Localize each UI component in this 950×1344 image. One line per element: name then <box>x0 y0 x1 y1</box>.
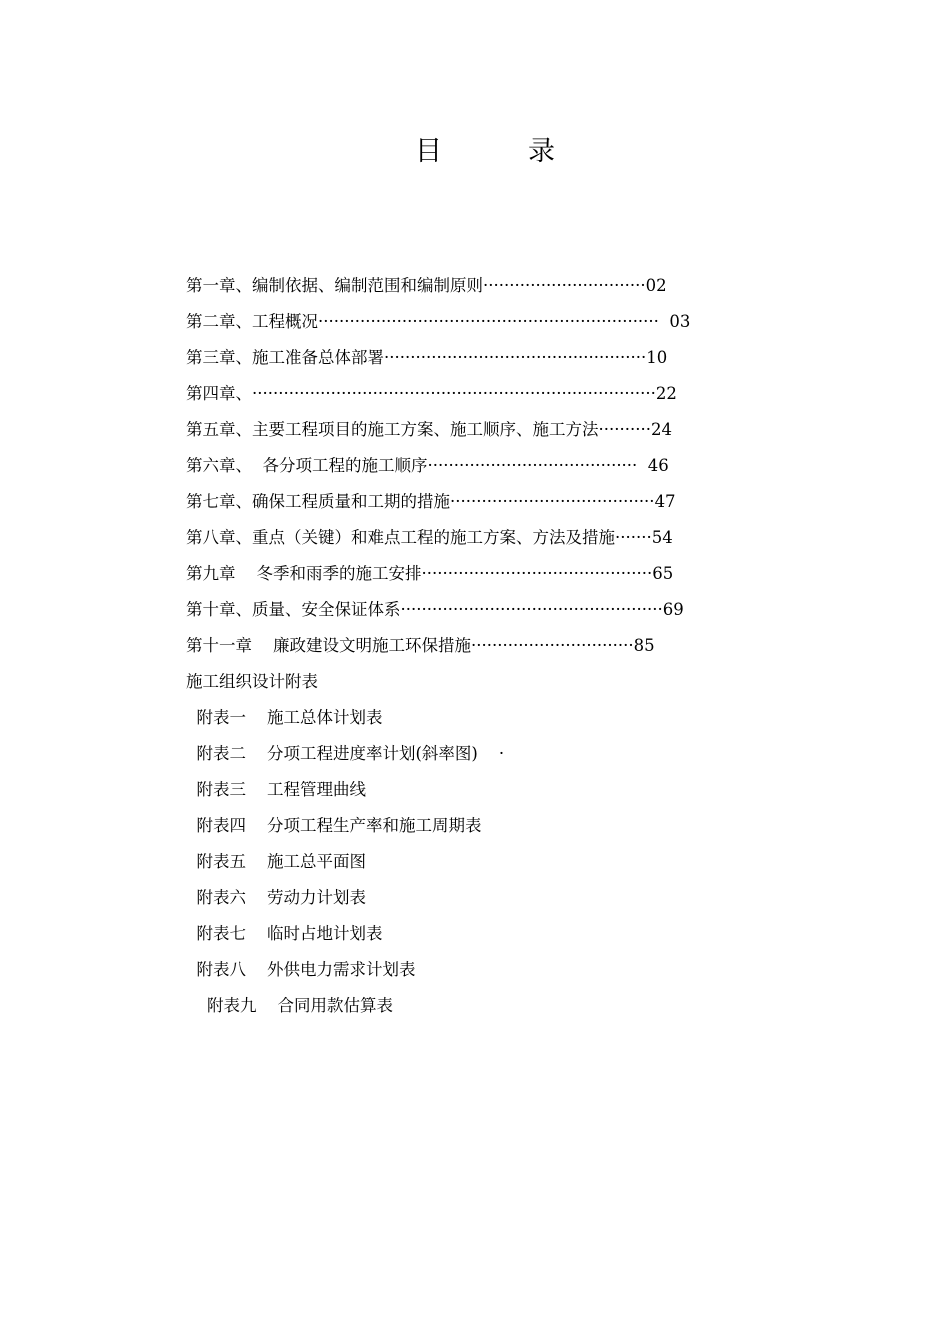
toc-entry-6[interactable] <box>186 448 776 484</box>
toc-entry-label: 第九章 冬季和雨季的施工安排 <box>186 564 422 583</box>
appendix-indent <box>186 852 197 871</box>
appendix-indent <box>186 816 197 835</box>
toc-leader-dots: ············································································· <box>252 384 656 403</box>
toc-entry-11[interactable] <box>186 628 776 664</box>
toc-leader-dots: ·········· <box>598 420 651 439</box>
toc-entry-label: 第七章、确保工程质量和工期的措施 <box>186 492 450 511</box>
toc-page-number: 54 <box>651 528 673 547</box>
toc-entry-label: 第十一章 廉政建设文明施工环保措施 <box>186 636 471 655</box>
appendix-indent <box>186 996 207 1015</box>
appendix-item-7[interactable] <box>186 916 776 952</box>
appendix-label: 附表六 劳动力计划表 <box>196 888 366 907</box>
appendix-heading: 施工组织设计附表 <box>186 672 318 691</box>
appendix-item-4[interactable] <box>186 808 776 844</box>
page-title <box>0 132 950 172</box>
toc-entry-1[interactable] <box>186 268 776 304</box>
toc-entry-label: 第十章、质量、安全保证体系 <box>186 600 401 619</box>
toc-entry-label: 第八章、重点（关键）和难点工程的施工方案、方法及措施 <box>186 528 615 547</box>
toc-page-number: 22 <box>655 384 677 403</box>
toc-entry-7[interactable] <box>186 484 776 520</box>
toc-entry-9[interactable] <box>186 556 776 592</box>
appendix-label: 附表一 施工总体计划表 <box>196 708 383 727</box>
toc-entry-8[interactable] <box>186 520 776 556</box>
toc-entry-3[interactable] <box>186 340 776 376</box>
toc-entry-label: 第六章、 各分项工程的施工顺序 <box>186 456 428 475</box>
toc-leader-dots: ········································ <box>427 456 638 475</box>
toc-page-number: 69 <box>662 600 684 619</box>
toc-entry-2[interactable] <box>186 304 776 340</box>
appendix-label: 附表九 合同用款估算表 <box>206 996 393 1015</box>
toc-page-number: 10 <box>646 348 668 367</box>
toc-entry-4[interactable] <box>186 376 776 412</box>
appendix-item-5[interactable] <box>186 844 776 880</box>
toc-entry-label: 第四章、 <box>186 384 252 403</box>
toc-leader-dots: ······························· <box>483 276 646 295</box>
appendix-label: 附表五 施工总平面图 <box>196 852 366 871</box>
appendix-indent <box>186 888 197 907</box>
appendix-indent <box>186 780 197 799</box>
title-char-1: 目 <box>415 136 442 167</box>
appendix-label: 附表八 外供电力需求计划表 <box>196 960 416 979</box>
appendix-label: 附表三 工程管理曲线 <box>196 780 366 799</box>
appendix-item-6[interactable] <box>186 880 776 916</box>
toc-entry-5[interactable] <box>186 412 776 448</box>
toc-page-number: 65 <box>652 564 674 583</box>
appendix-item-1[interactable] <box>186 700 776 736</box>
toc-leader-dots: ······································· <box>450 492 655 511</box>
toc-page-number: 24 <box>650 420 672 439</box>
appendix-indent <box>186 924 197 943</box>
toc-page-number: 46 <box>637 456 669 475</box>
toc-leader-dots: ·················································· <box>400 600 663 619</box>
appendix-item-9[interactable] <box>186 988 776 1024</box>
appendix-indent <box>186 744 197 763</box>
toc-page-number: 03 <box>658 312 691 331</box>
toc-leader-dots: ······························· <box>470 636 634 655</box>
toc-page-number: 02 <box>645 276 667 295</box>
table-of-contents <box>186 268 776 1024</box>
appendix-indent <box>186 960 197 979</box>
toc-leader-dots: ································································· <box>318 312 659 331</box>
appendix-item-3[interactable] <box>186 772 776 808</box>
title-char-2: 录 <box>528 136 555 167</box>
toc-entry-label: 第一章、编制依据、编制范围和编制原则 <box>186 276 483 295</box>
toc-entry-label: 第三章、施工准备总体部署 <box>186 348 384 367</box>
toc-leader-dots: ············································ <box>421 564 653 583</box>
appendix-label: 附表四 分项工程生产率和施工周期表 <box>196 816 482 835</box>
toc-entry-label: 第二章、工程概况 <box>186 312 318 331</box>
toc-page-number: 47 <box>654 492 676 511</box>
appendix-item-2[interactable] <box>186 736 776 772</box>
toc-entry-10[interactable] <box>186 592 776 628</box>
toc-leader-dots: ·················································· <box>384 348 647 367</box>
appendix-indent <box>186 708 197 727</box>
toc-page-number: 85 <box>633 636 655 655</box>
appendix-label: 附表二 分项工程进度率计划(斜率图) · <box>196 744 505 763</box>
appendix-label: 附表七 临时占地计划表 <box>196 924 383 943</box>
toc-entry-label: 第五章、主要工程项目的施工方案、施工顺序、施工方法 <box>186 420 599 439</box>
toc-leader-dots: ······· <box>615 528 652 547</box>
appendix-item-8[interactable] <box>186 952 776 988</box>
